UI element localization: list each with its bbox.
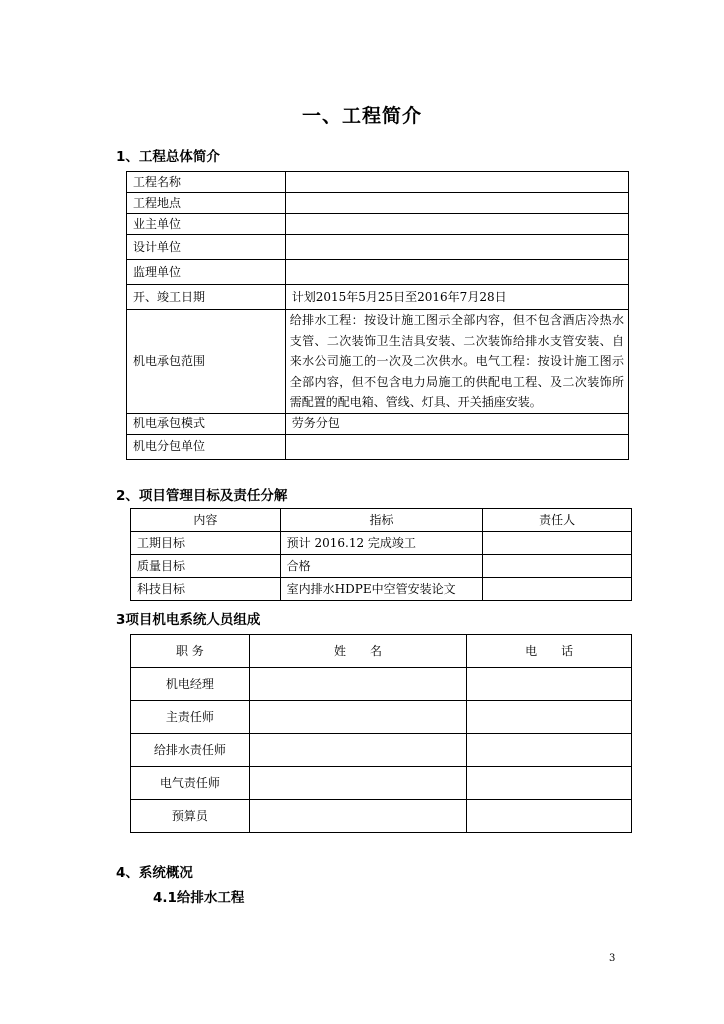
table-header-row (131, 509, 632, 532)
table-row (127, 260, 629, 285)
section2-heading: 2、项目管理目标及责任分解 (116, 488, 288, 504)
personnel-phone (467, 767, 632, 800)
row-label: 监理单位 (127, 260, 286, 285)
project-overview-table (126, 171, 629, 460)
table-row (127, 434, 629, 459)
table-row (127, 285, 629, 310)
row-label: 工程地点 (127, 193, 286, 214)
row-value (285, 214, 628, 235)
table-row (127, 413, 629, 434)
row-label: 机电承包模式 (127, 413, 286, 434)
row-label: 机电承包范围 (127, 310, 286, 414)
table-row (131, 701, 632, 734)
table-row (131, 767, 632, 800)
table-row (131, 734, 632, 767)
table-row (127, 172, 629, 193)
goal-person (483, 555, 632, 578)
table-row (127, 235, 629, 260)
table-row (127, 214, 629, 235)
goal-content: 科技目标 (131, 578, 281, 601)
section3-heading: 3项目机电系统人员组成 (116, 612, 261, 628)
header-phone: 电 话 (467, 635, 632, 668)
personnel-phone (467, 734, 632, 767)
personnel-role: 预算员 (131, 800, 250, 833)
row-value (285, 193, 628, 214)
section1-heading: 1、工程总体简介 (116, 149, 220, 165)
personnel-name (249, 668, 467, 701)
row-value: 计划2015年5月25日至2016年7月28日 (285, 285, 628, 310)
goal-target: 室内排水HDPE中空管安装论文 (280, 578, 483, 601)
personnel-role: 主责任师 (131, 701, 250, 734)
row-label: 机电分包单位 (127, 434, 286, 459)
row-value (285, 172, 628, 193)
scope-value: 给排水工程：按设计施工图示全部内容，但不包含酒店冷热水支管、二次装饰卫生洁具安装、二次装饰给排水支管安装、自来水公司施工的一次及二次供水。电气工程：按设计施工图示全部内容，但不包含电力局施工的供配电工程、及二次装饰所需配置的配电箱、管线、灯具、开关插座安装。 (285, 310, 628, 414)
personnel-name (249, 701, 467, 734)
personnel-role: 机电经理 (131, 668, 250, 701)
row-value (285, 235, 628, 260)
table-header-row (131, 635, 632, 668)
table-row (131, 532, 632, 555)
personnel-name (249, 800, 467, 833)
goal-content: 工期目标 (131, 532, 281, 555)
table-row (131, 800, 632, 833)
row-label: 设计单位 (127, 235, 286, 260)
section4-heading: 4、系统概况 (116, 865, 193, 881)
personnel-phone (467, 701, 632, 734)
row-label: 业主单位 (127, 214, 286, 235)
personnel-role: 电气责任师 (131, 767, 250, 800)
table-row (131, 555, 632, 578)
row-value (285, 260, 628, 285)
table-row (131, 578, 632, 601)
header-content: 内容 (131, 509, 281, 532)
personnel-name (249, 767, 467, 800)
row-label: 开、竣工日期 (127, 285, 286, 310)
personnel-name (249, 734, 467, 767)
header-name: 姓 名 (249, 635, 467, 668)
management-goals-table (130, 508, 632, 601)
page-number: 3 (609, 953, 616, 964)
goal-target: 预计 2016.12 完成竣工 (280, 532, 483, 555)
header-person: 责任人 (483, 509, 632, 532)
goal-content: 质量目标 (131, 555, 281, 578)
row-value: 劳务分包 (285, 413, 628, 434)
goal-person (483, 532, 632, 555)
table-row (131, 668, 632, 701)
row-value (285, 434, 628, 459)
goal-target: 合格 (280, 555, 483, 578)
personnel-phone (467, 800, 632, 833)
row-label: 工程名称 (127, 172, 286, 193)
goal-person (483, 578, 632, 601)
personnel-role: 给排水责任师 (131, 734, 250, 767)
header-role: 职 务 (131, 635, 250, 668)
page-title: 一、工程简介 (301, 105, 422, 127)
table-row (127, 310, 629, 414)
personnel-table (130, 634, 632, 833)
personnel-phone (467, 668, 632, 701)
table-row (127, 193, 629, 214)
section4-subheading: 4.1给排水工程 (153, 890, 245, 906)
header-target: 指标 (280, 509, 483, 532)
